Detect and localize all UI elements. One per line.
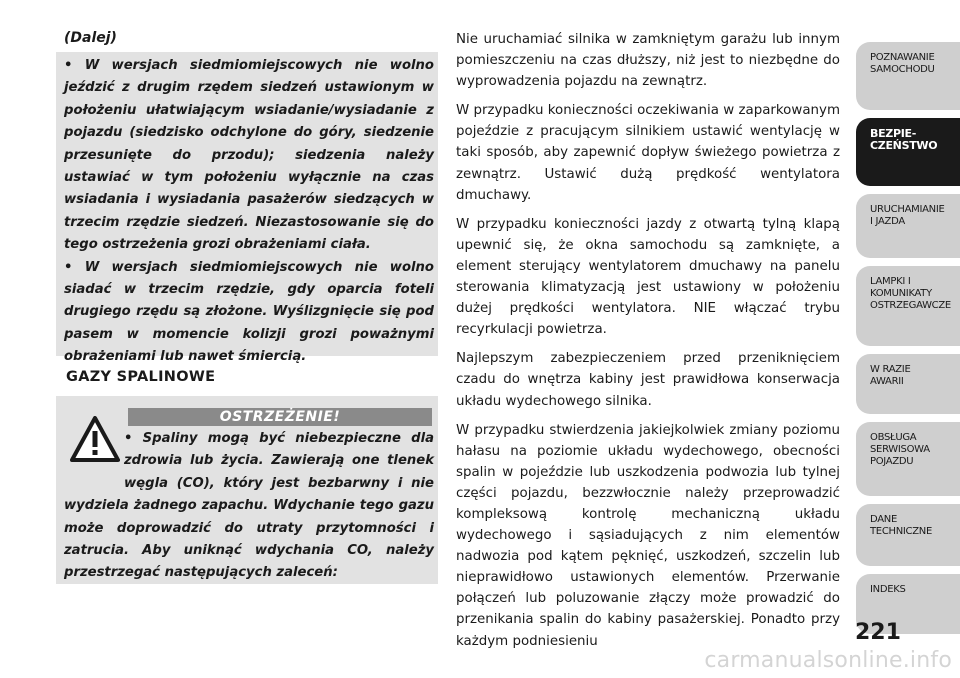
tab-uruchamianie-i-jazda[interactable] (856, 194, 960, 258)
watermark: carmanualsonline.info (704, 648, 952, 673)
tab-label: W RAZIE AWARII (870, 364, 911, 387)
info-box (56, 52, 438, 365)
tab-lampki-i-komunikaty[interactable] (856, 266, 960, 346)
tab-label: OBSŁUGA SERWISOWA POJAZDU (870, 432, 930, 467)
tab-label: INDEKS (870, 584, 906, 595)
paragraph: W przypadku konieczności oczekiwania w zaparkowanym pojeździe z pracującym silnikiem ustawić wentylację w taki sposób, aby zapewnić dopływ świeżego powietrza z zewnątrz. Ustawić dużą prędkość wentylatora dmuchawy. (456, 103, 840, 203)
tab-dane-techniczne[interactable] (856, 504, 960, 566)
tab-label: URUCHAMIANIE I JAZDA (870, 204, 945, 227)
tab-label: POZNAWANIE SAMOCHODU (870, 52, 935, 75)
continued-label: (Dalej) (64, 30, 117, 46)
main-text-column (456, 29, 840, 660)
bullet-seven-seat-second-row: • W wersjach siedmiomiejscowych nie wolno jeździć z drugim rzędem siedzeń ustawionym w położeniu ułatwiającym wsiadanie/wysiadanie z pojazdu (siedzisko odchylone do góry, siedzenie przesunięte do przodu); siedzenia należy ustawiać w tym położeniu wyłącznie na czas wsiadania i wysiadania pasażerów siedzących w trzecim rzędzie siedzeń. Niezastosowanie się do tego ostrzeżenia grozi obrażeniami ciała. (64, 58, 434, 253)
paragraph: Najlepszym zabezpieczeniem przed przeniknięciem czadu do wnętrza kabiny jest prawidłowa konserwacja układu wydechowego silnika. (456, 351, 840, 409)
warning-title: OSTRZEŻENIE! (128, 408, 432, 426)
paragraph: Nie uruchamiać silnika w zamkniętym garażu lub innym pomieszczeniu na czas dłuższy, niż jest to niezbędne do wyprowadzenia pojazdu na zewnątrz. (456, 32, 840, 90)
chapter-tabs (856, 42, 960, 642)
tab-poznawanie-samochodu[interactable] (856, 42, 960, 110)
paragraph: W przypadku konieczności jazdy z otwartą tylną klapą upewnić się, że okna samochodu są zamknięte, a element sterujący wentylatorem dmuchawy na panelu sterowania klimatyzacją jest ustawiony w położeniu dużej prędkości wentylatora. NIE włączać trybu recyrkulacji powietrza. (456, 216, 840, 338)
tab-label: BEZPIE- CZEŃSTWO (870, 127, 938, 152)
tab-label: DANE TECHNICZNE (870, 514, 932, 537)
tab-label: LAMPKI I KOMUNIKATY OSTRZEGAWCZE (870, 276, 951, 311)
tab-bezpieczenstwo[interactable] (856, 118, 960, 186)
info-box-text (64, 55, 434, 369)
warning-text-block (64, 428, 434, 585)
warning-text: • Spaliny mogą być niebezpieczne dla zdrowia lub życia. Zawierają one tlenek węgla (CO), który jest bezbarwny i nie wydziela żadnego zapachu. Wdychanie tego gazu może doprowadzić do utraty przytomności i zatrucia. Aby uniknąć wdychania CO, należy przestrzegać następujących zaleceń: (64, 431, 434, 581)
warning-box (56, 396, 438, 584)
page-number: 221 (855, 620, 901, 645)
tab-obsluga-serwisowa[interactable] (856, 422, 960, 496)
paragraph: W przypadku stwierdzenia jakiejkolwiek zmiany poziomu hałasu na poziomie układu wydechowego, obecności spalin w pojeździe lub uszkodzenia podwozia lub tylnej części pojazdu, bezzwłocznie należy przeprowadzić kompleksową kontrolę mechaniczną układu wydechowego i sąsiadujących z nim elementów nadwozia pod kątem pęknięć, uszkodzeń, szczelin lub nieprawidłowo ustawionych elementów. Przerwanie połączeń lub poluzowanie złączy może prowadzić do przenikania spalin do kabiny pasażerskiej. Ponadto przy każdym podniesieniu (456, 422, 840, 649)
section-heading: GAZY SPALINOWE (66, 369, 216, 385)
bullet-seven-seat-third-row: • W wersjach siedmiomiejscowych nie wolno siadać w trzecim rzędzie, gdy oparcia foteli drugiego rzędu są złożone. Wyślizgnięcie się pod pasem w momencie kolizji grozi poważnymi obrażeniami lub nawet śmiercią. (64, 259, 434, 365)
tab-w-razie-awarii[interactable] (856, 354, 960, 414)
